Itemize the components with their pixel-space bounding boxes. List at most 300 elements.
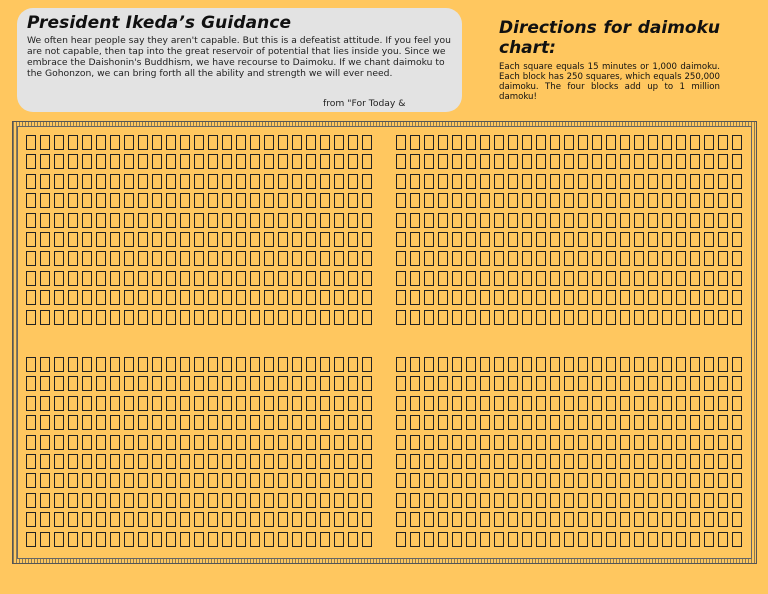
daimoku-square[interactable] [536,415,546,430]
daimoku-square[interactable] [424,435,434,450]
daimoku-square[interactable] [494,154,504,169]
daimoku-square[interactable] [236,396,246,411]
daimoku-square[interactable] [264,232,274,247]
daimoku-square[interactable] [152,271,162,286]
daimoku-square[interactable] [676,357,686,372]
daimoku-square[interactable] [54,174,64,189]
daimoku-square[interactable] [362,193,372,208]
daimoku-square[interactable] [592,213,602,228]
daimoku-square[interactable] [466,415,476,430]
daimoku-square[interactable] [68,512,78,527]
daimoku-square[interactable] [718,357,728,372]
daimoku-square[interactable] [620,454,630,469]
daimoku-square[interactable] [620,135,630,150]
daimoku-square[interactable] [320,154,330,169]
daimoku-square[interactable] [54,271,64,286]
daimoku-square[interactable] [690,415,700,430]
daimoku-square[interactable] [536,473,546,488]
daimoku-square[interactable] [82,415,92,430]
daimoku-square[interactable] [68,290,78,305]
daimoku-square[interactable] [410,135,420,150]
daimoku-square[interactable] [648,376,658,391]
daimoku-square[interactable] [690,435,700,450]
daimoku-square[interactable] [208,154,218,169]
daimoku-square[interactable] [396,415,406,430]
daimoku-square[interactable] [348,454,358,469]
daimoku-square[interactable] [564,376,574,391]
daimoku-square[interactable] [124,232,134,247]
daimoku-square[interactable] [732,154,742,169]
daimoku-square[interactable] [676,493,686,508]
daimoku-square[interactable] [508,135,518,150]
daimoku-square[interactable] [396,454,406,469]
daimoku-square[interactable] [634,174,644,189]
daimoku-square[interactable] [438,376,448,391]
daimoku-square[interactable] [634,290,644,305]
daimoku-square[interactable] [550,376,560,391]
daimoku-square[interactable] [508,154,518,169]
daimoku-square[interactable] [536,174,546,189]
daimoku-square[interactable] [452,415,462,430]
daimoku-square[interactable] [704,193,714,208]
daimoku-square[interactable] [40,493,50,508]
daimoku-square[interactable] [606,454,616,469]
daimoku-square[interactable] [550,213,560,228]
daimoku-square[interactable] [564,357,574,372]
daimoku-square[interactable] [396,435,406,450]
daimoku-square[interactable] [96,251,106,266]
daimoku-square[interactable] [152,174,162,189]
daimoku-square[interactable] [96,232,106,247]
daimoku-square[interactable] [676,454,686,469]
daimoku-square[interactable] [578,415,588,430]
daimoku-square[interactable] [334,512,344,527]
daimoku-square[interactable] [334,154,344,169]
daimoku-square[interactable] [110,473,120,488]
daimoku-square[interactable] [334,357,344,372]
daimoku-square[interactable] [306,290,316,305]
daimoku-square[interactable] [180,271,190,286]
daimoku-square[interactable] [222,310,232,325]
daimoku-square[interactable] [522,135,532,150]
daimoku-square[interactable] [550,310,560,325]
daimoku-square[interactable] [152,532,162,547]
daimoku-square[interactable] [606,174,616,189]
daimoku-square[interactable] [26,357,36,372]
daimoku-square[interactable] [264,396,274,411]
daimoku-square[interactable] [320,493,330,508]
daimoku-square[interactable] [110,357,120,372]
daimoku-square[interactable] [348,532,358,547]
daimoku-square[interactable] [124,290,134,305]
daimoku-square[interactable] [278,493,288,508]
daimoku-square[interactable] [732,473,742,488]
daimoku-square[interactable] [152,415,162,430]
daimoku-square[interactable] [620,357,630,372]
daimoku-square[interactable] [578,154,588,169]
daimoku-square[interactable] [334,415,344,430]
daimoku-square[interactable] [592,310,602,325]
daimoku-square[interactable] [236,174,246,189]
daimoku-square[interactable] [348,251,358,266]
daimoku-square[interactable] [208,512,218,527]
daimoku-square[interactable] [592,271,602,286]
daimoku-square[interactable] [662,135,672,150]
daimoku-square[interactable] [718,415,728,430]
daimoku-square[interactable] [494,493,504,508]
daimoku-square[interactable] [208,493,218,508]
daimoku-square[interactable] [180,376,190,391]
daimoku-square[interactable] [68,193,78,208]
daimoku-square[interactable] [222,493,232,508]
daimoku-square[interactable] [124,532,134,547]
daimoku-square[interactable] [396,357,406,372]
daimoku-square[interactable] [662,310,672,325]
daimoku-square[interactable] [662,271,672,286]
daimoku-square[interactable] [166,193,176,208]
daimoku-square[interactable] [466,310,476,325]
daimoku-square[interactable] [54,357,64,372]
daimoku-square[interactable] [320,532,330,547]
daimoku-square[interactable] [690,290,700,305]
daimoku-square[interactable] [306,415,316,430]
daimoku-square[interactable] [592,232,602,247]
daimoku-square[interactable] [676,473,686,488]
daimoku-square[interactable] [620,415,630,430]
daimoku-square[interactable] [152,435,162,450]
daimoku-square[interactable] [68,135,78,150]
daimoku-square[interactable] [292,357,302,372]
daimoku-square[interactable] [124,396,134,411]
daimoku-square[interactable] [110,154,120,169]
daimoku-square[interactable] [362,376,372,391]
daimoku-square[interactable] [508,454,518,469]
daimoku-square[interactable] [606,435,616,450]
daimoku-square[interactable] [96,174,106,189]
daimoku-square[interactable] [26,251,36,266]
daimoku-square[interactable] [40,473,50,488]
daimoku-square[interactable] [648,251,658,266]
daimoku-square[interactable] [194,415,204,430]
daimoku-square[interactable] [536,290,546,305]
daimoku-square[interactable] [396,493,406,508]
daimoku-square[interactable] [124,213,134,228]
daimoku-square[interactable] [236,290,246,305]
daimoku-square[interactable] [348,271,358,286]
daimoku-square[interactable] [494,135,504,150]
daimoku-square[interactable] [564,271,574,286]
daimoku-square[interactable] [96,493,106,508]
daimoku-square[interactable] [180,357,190,372]
daimoku-square[interactable] [278,532,288,547]
daimoku-square[interactable] [620,271,630,286]
daimoku-square[interactable] [634,473,644,488]
daimoku-square[interactable] [592,415,602,430]
daimoku-square[interactable] [362,310,372,325]
daimoku-square[interactable] [138,357,148,372]
daimoku-square[interactable] [138,532,148,547]
daimoku-square[interactable] [348,174,358,189]
daimoku-square[interactable] [592,473,602,488]
daimoku-square[interactable] [348,493,358,508]
daimoku-square[interactable] [480,232,490,247]
daimoku-square[interactable] [110,415,120,430]
daimoku-square[interactable] [704,473,714,488]
daimoku-square[interactable] [320,512,330,527]
daimoku-square[interactable] [180,251,190,266]
daimoku-square[interactable] [152,473,162,488]
daimoku-square[interactable] [620,532,630,547]
daimoku-square[interactable] [348,154,358,169]
daimoku-square[interactable] [152,493,162,508]
daimoku-square[interactable] [536,493,546,508]
daimoku-square[interactable] [578,357,588,372]
daimoku-square[interactable] [194,213,204,228]
daimoku-square[interactable] [348,512,358,527]
daimoku-square[interactable] [522,232,532,247]
daimoku-square[interactable] [438,135,448,150]
daimoku-square[interactable] [648,271,658,286]
daimoku-square[interactable] [410,232,420,247]
daimoku-square[interactable] [152,357,162,372]
daimoku-square[interactable] [676,232,686,247]
daimoku-square[interactable] [606,135,616,150]
daimoku-square[interactable] [550,415,560,430]
daimoku-square[interactable] [704,174,714,189]
daimoku-square[interactable] [494,415,504,430]
daimoku-square[interactable] [732,435,742,450]
daimoku-square[interactable] [718,310,728,325]
daimoku-square[interactable] [550,271,560,286]
daimoku-square[interactable] [676,251,686,266]
daimoku-square[interactable] [466,213,476,228]
daimoku-square[interactable] [96,454,106,469]
daimoku-square[interactable] [40,357,50,372]
daimoku-square[interactable] [334,435,344,450]
daimoku-square[interactable] [424,512,434,527]
daimoku-square[interactable] [138,415,148,430]
daimoku-square[interactable] [166,435,176,450]
daimoku-square[interactable] [690,357,700,372]
daimoku-square[interactable] [494,193,504,208]
daimoku-square[interactable] [250,357,260,372]
daimoku-square[interactable] [564,135,574,150]
daimoku-square[interactable] [96,135,106,150]
daimoku-square[interactable] [236,357,246,372]
daimoku-square[interactable] [124,357,134,372]
daimoku-square[interactable] [480,290,490,305]
daimoku-square[interactable] [396,193,406,208]
daimoku-square[interactable] [424,251,434,266]
daimoku-square[interactable] [96,396,106,411]
daimoku-square[interactable] [690,310,700,325]
daimoku-square[interactable] [564,435,574,450]
daimoku-square[interactable] [648,290,658,305]
daimoku-square[interactable] [732,357,742,372]
daimoku-square[interactable] [82,310,92,325]
daimoku-square[interactable] [334,376,344,391]
daimoku-square[interactable] [732,174,742,189]
daimoku-square[interactable] [222,232,232,247]
daimoku-square[interactable] [396,271,406,286]
daimoku-square[interactable] [82,493,92,508]
daimoku-square[interactable] [166,473,176,488]
daimoku-square[interactable] [424,154,434,169]
daimoku-square[interactable] [362,493,372,508]
daimoku-square[interactable] [306,357,316,372]
daimoku-square[interactable] [606,310,616,325]
daimoku-square[interactable] [334,213,344,228]
daimoku-square[interactable] [208,415,218,430]
daimoku-square[interactable] [718,493,728,508]
daimoku-square[interactable] [138,493,148,508]
daimoku-square[interactable] [348,290,358,305]
daimoku-square[interactable] [732,213,742,228]
daimoku-square[interactable] [68,473,78,488]
daimoku-square[interactable] [508,232,518,247]
daimoku-square[interactable] [452,454,462,469]
daimoku-square[interactable] [194,232,204,247]
daimoku-square[interactable] [166,174,176,189]
daimoku-square[interactable] [648,473,658,488]
daimoku-square[interactable] [362,135,372,150]
daimoku-square[interactable] [292,135,302,150]
daimoku-square[interactable] [508,396,518,411]
daimoku-square[interactable] [278,271,288,286]
daimoku-square[interactable] [320,271,330,286]
daimoku-square[interactable] [82,454,92,469]
daimoku-square[interactable] [662,415,672,430]
daimoku-square[interactable] [424,454,434,469]
daimoku-square[interactable] [424,290,434,305]
daimoku-square[interactable] [606,251,616,266]
daimoku-square[interactable] [264,271,274,286]
daimoku-square[interactable] [508,271,518,286]
daimoku-square[interactable] [68,454,78,469]
daimoku-square[interactable] [564,512,574,527]
daimoku-square[interactable] [40,213,50,228]
daimoku-square[interactable] [410,473,420,488]
daimoku-square[interactable] [466,357,476,372]
daimoku-square[interactable] [208,232,218,247]
daimoku-square[interactable] [124,473,134,488]
daimoku-square[interactable] [466,232,476,247]
daimoku-square[interactable] [362,271,372,286]
daimoku-square[interactable] [68,532,78,547]
daimoku-square[interactable] [362,435,372,450]
daimoku-square[interactable] [578,376,588,391]
daimoku-square[interactable] [550,493,560,508]
daimoku-square[interactable] [166,396,176,411]
daimoku-square[interactable] [26,415,36,430]
daimoku-square[interactable] [508,512,518,527]
daimoku-square[interactable] [578,493,588,508]
daimoku-square[interactable] [410,290,420,305]
daimoku-square[interactable] [110,290,120,305]
daimoku-square[interactable] [180,193,190,208]
daimoku-square[interactable] [732,232,742,247]
daimoku-square[interactable] [180,290,190,305]
daimoku-square[interactable] [648,357,658,372]
daimoku-square[interactable] [222,174,232,189]
daimoku-square[interactable] [578,135,588,150]
daimoku-square[interactable] [578,532,588,547]
daimoku-square[interactable] [82,174,92,189]
daimoku-square[interactable] [494,396,504,411]
daimoku-square[interactable] [40,135,50,150]
daimoku-square[interactable] [194,174,204,189]
daimoku-square[interactable] [620,251,630,266]
daimoku-square[interactable] [152,232,162,247]
daimoku-square[interactable] [410,532,420,547]
daimoku-square[interactable] [264,454,274,469]
daimoku-square[interactable] [466,290,476,305]
daimoku-square[interactable] [494,213,504,228]
daimoku-square[interactable] [452,473,462,488]
daimoku-square[interactable] [494,454,504,469]
daimoku-square[interactable] [96,512,106,527]
daimoku-square[interactable] [292,310,302,325]
daimoku-square[interactable] [480,174,490,189]
daimoku-square[interactable] [54,310,64,325]
daimoku-square[interactable] [536,357,546,372]
daimoku-square[interactable] [68,376,78,391]
daimoku-square[interactable] [522,271,532,286]
daimoku-square[interactable] [732,290,742,305]
daimoku-square[interactable] [452,213,462,228]
daimoku-square[interactable] [438,193,448,208]
daimoku-square[interactable] [550,290,560,305]
daimoku-square[interactable] [124,193,134,208]
daimoku-square[interactable] [362,532,372,547]
daimoku-square[interactable] [438,154,448,169]
daimoku-square[interactable] [320,174,330,189]
daimoku-square[interactable] [26,135,36,150]
daimoku-square[interactable] [466,193,476,208]
daimoku-square[interactable] [634,396,644,411]
daimoku-square[interactable] [424,174,434,189]
daimoku-square[interactable] [466,396,476,411]
daimoku-square[interactable] [564,154,574,169]
daimoku-square[interactable] [396,174,406,189]
daimoku-square[interactable] [522,512,532,527]
daimoku-square[interactable] [522,376,532,391]
daimoku-square[interactable] [68,396,78,411]
daimoku-square[interactable] [166,135,176,150]
daimoku-square[interactable] [82,290,92,305]
daimoku-square[interactable] [550,396,560,411]
daimoku-square[interactable] [550,135,560,150]
daimoku-square[interactable] [222,290,232,305]
daimoku-square[interactable] [306,376,316,391]
daimoku-square[interactable] [68,154,78,169]
daimoku-square[interactable] [348,357,358,372]
daimoku-square[interactable] [522,290,532,305]
daimoku-square[interactable] [634,454,644,469]
daimoku-square[interactable] [292,376,302,391]
daimoku-square[interactable] [564,532,574,547]
daimoku-square[interactable] [26,174,36,189]
daimoku-square[interactable] [124,154,134,169]
daimoku-square[interactable] [648,415,658,430]
daimoku-square[interactable] [396,251,406,266]
daimoku-square[interactable] [180,512,190,527]
daimoku-square[interactable] [564,174,574,189]
daimoku-square[interactable] [320,135,330,150]
daimoku-square[interactable] [320,193,330,208]
daimoku-square[interactable] [334,454,344,469]
daimoku-square[interactable] [208,271,218,286]
